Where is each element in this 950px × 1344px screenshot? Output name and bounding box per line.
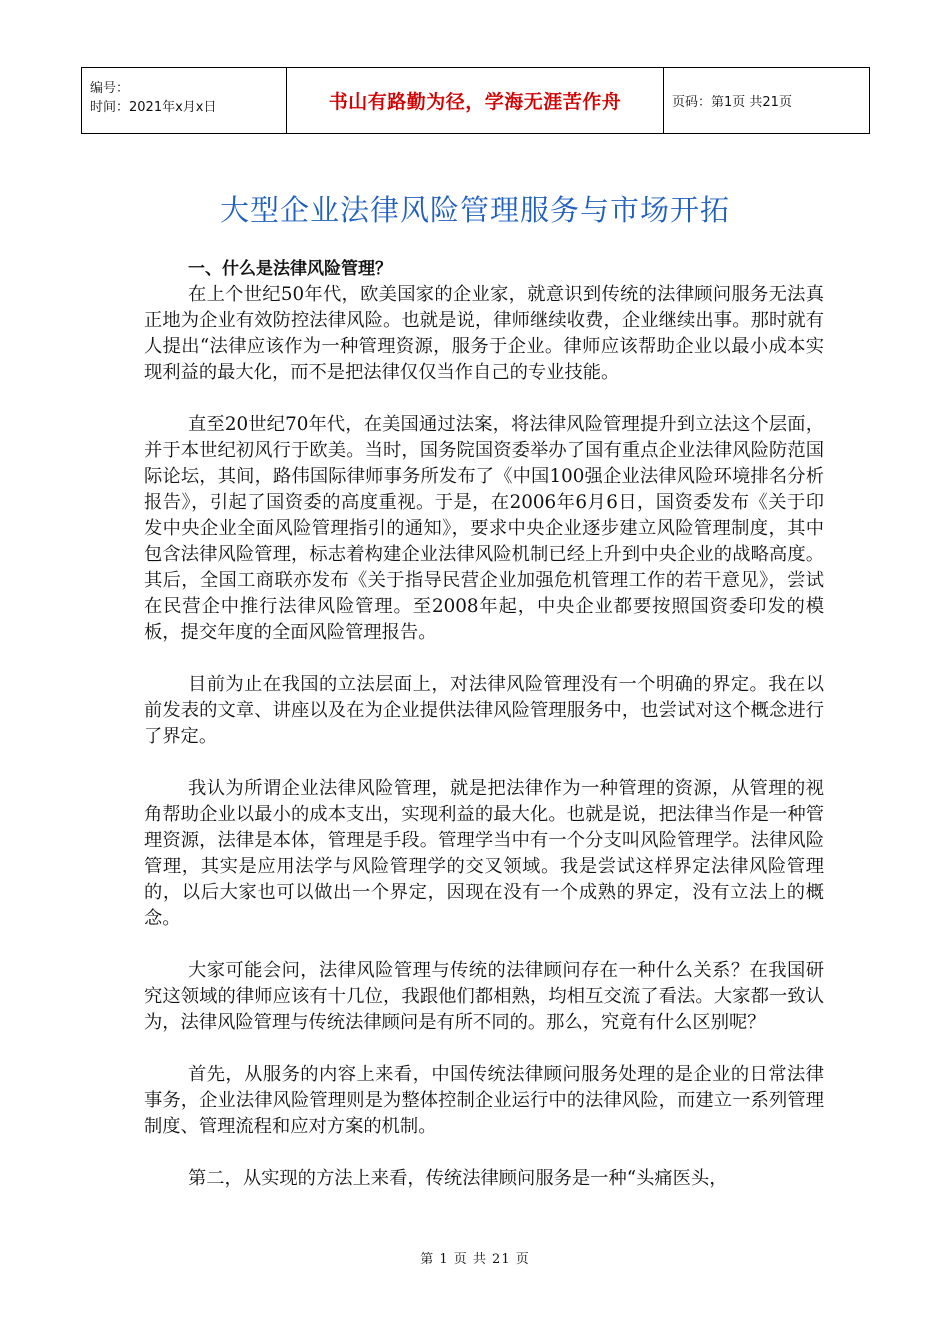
paragraph-5: 大家可能会问，法律风险管理与传统的法律顾问存在一种什么关系？在我国研究这领域的律师应该有十几位，我跟他们都相熟，均相互交流了看法。大家都一致认为，法律风险管理与传统法律顾问是有所不同的。那么，究竟有什么区别呢？ — [144, 960, 824, 1033]
page-footer: 第 1 页 共 21 页 — [420, 1252, 530, 1267]
header-motto: 书山有路勤为径，学海无涯苦作舟 — [287, 68, 664, 134]
header-page-info: 页码：第1页 共21页 — [664, 68, 870, 134]
header-number-label: 编号： — [90, 80, 130, 96]
header-time-label: 时间：2021年x月x日 — [90, 99, 217, 115]
paragraph-1: 在上个世纪50年代，欧美国家的企业家，就意识到传统的法律顾问服务无法真正地为企业有效防控法律风险。也就是说，律师继续收费，企业继续出事。那时就有人提出“法律应该作为一种管理资源，服务于企业。律师应该帮助企业以最小成本实现利益的最大化，而不是把法律仅仅当作自己的专业技能。 — [144, 284, 824, 383]
section-heading: 一、什么是法律风险管理？ — [188, 259, 392, 279]
paragraph-7: 第二，从实现的方法上来看，传统法律顾问服务是一种“头痛医头， — [188, 1168, 728, 1189]
paragraph-2: 直至20世纪70年代，在美国通过法案，将法律风险管理提升到立法这个层面，并于本世纪初风行于欧美。当时，国务院国资委举办了国有重点企业法律风险防范国际论坛，其间，路伟国际律师事务所发布了《中国100强企业法律风险环境排名分析报告》，引起了国资委的高度重视。于是，在2006年6月6日，国资委发布《关于印发中央企业全面风险管理指引的通知》，要求中央企业逐步建立风险管理制度，其中包含法律风险管理，标志着构建企业法律风险机制已经上升到中央企业的战略高度。其后，全国工商联亦发布《关于指导民营企业加强危机管理工作的若干意见》，尝试在民营企中推行法律风险管理。至2008年起，中央企业都要按照国资委印发的模板，提交年度的全面风险管理报告。 — [144, 414, 824, 643]
paragraph-3: 目前为止在我国的立法层面上，对法律风险管理没有一个明确的界定。我在以前发表的文章、讲座以及在为企业提供法律风险管理服务中，也尝试对这个概念进行了界定。 — [144, 674, 824, 747]
document-header — [81, 67, 870, 134]
header-meta-cell — [82, 68, 287, 134]
document-body — [144, 256, 824, 1218]
paragraph-4: 我认为所谓企业法律风险管理，就是把法律作为一种管理的资源，从管理的视角帮助企业以最小的成本支出，实现利益的最大化。也就是说，把法律当作是一种管理资源，法律是本体，管理是手段。管理学当中有一个分支叫风险管理学。法律风险管理，其实是应用法学与风险管理学的交叉领域。我是尝试这样界定法律风险管理的，以后大家也可以做出一个界定，因现在没有一个成熟的界定，没有立法上的概念。 — [144, 778, 824, 929]
document-title: 大型企业法律风险管理服务与市场开拓 — [219, 193, 730, 227]
paragraph-6: 首先，从服务的内容上来看，中国传统法律顾问服务处理的是企业的日常法律事务，企业法律风险管理则是为整体控制企业运行中的法律风险，而建立一系列管理制度、管理流程和应对方案的机制。 — [144, 1064, 824, 1137]
